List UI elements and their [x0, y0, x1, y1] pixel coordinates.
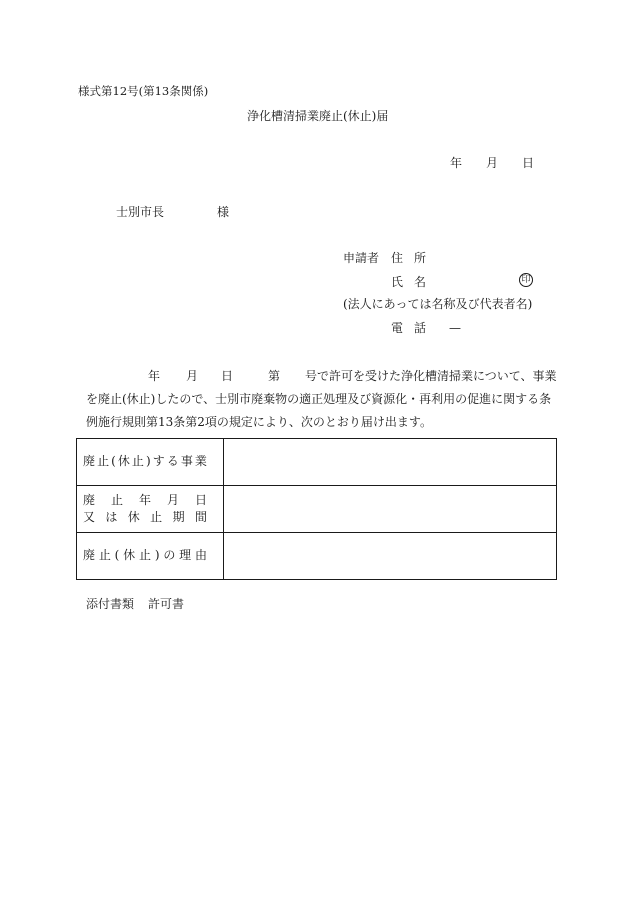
- details-table: [76, 438, 557, 580]
- row-label: 廃 止 ( 休 止 ) す る 事 業: [83, 454, 207, 469]
- row-label: 廃 止 ( 休 止 ) の 理 由: [83, 548, 207, 563]
- table-value-cell[interactable]: [224, 486, 557, 533]
- form-number: 様式第12号(第13条関係): [78, 84, 209, 98]
- table-row: [77, 439, 557, 486]
- seal-icon: 印: [519, 273, 533, 287]
- addressee-honorific: 様: [217, 205, 230, 219]
- table-label-cell: [77, 486, 224, 533]
- phone-label: 電話: [391, 321, 438, 335]
- table-row: [77, 533, 557, 580]
- table-label-cell: [77, 439, 224, 486]
- permit-day-label: 日: [221, 369, 234, 383]
- row-label-line-2: 又 は 休 止 期 間: [83, 510, 207, 524]
- body-text-line-3: 例施行規則第13条第2項の規定により、次のとおり届け出ます。: [86, 415, 432, 429]
- date-month-label: 月: [486, 156, 499, 170]
- attachment-value: 許可書: [148, 597, 185, 611]
- corporation-note: (法人にあっては名称及び代表者名): [343, 297, 533, 311]
- name-label: 氏名: [391, 275, 438, 289]
- addressee-name: 士別市長: [116, 205, 165, 219]
- date-year-label: 年: [450, 156, 463, 170]
- body-text-line-1: 号で許可を受けた浄化槽清掃業について、事業: [305, 369, 557, 383]
- table-label-cell: [77, 533, 224, 580]
- permit-number-prefix: 第: [268, 369, 281, 383]
- attachment-label: 添付書類: [86, 597, 135, 611]
- body-text-line-2: を廃止(休止)したので、士別市廃棄物の適正処理及び資源化・再利用の促進に関する条: [86, 392, 552, 406]
- table-row: [77, 486, 557, 533]
- address-label: 住所: [391, 251, 438, 265]
- row-label-line-1: 廃 止 年 月 日: [83, 492, 207, 507]
- table-value-cell[interactable]: [224, 533, 557, 580]
- applicant-label: 申請者: [343, 251, 380, 265]
- date-day-label: 日: [522, 156, 535, 170]
- phone-value: —: [449, 321, 461, 335]
- document-title: 浄化槽清掃業廃止(休止)届: [247, 109, 389, 123]
- permit-year-label: 年: [148, 369, 161, 383]
- table-value-cell[interactable]: [224, 439, 557, 486]
- permit-month-label: 月: [186, 369, 199, 383]
